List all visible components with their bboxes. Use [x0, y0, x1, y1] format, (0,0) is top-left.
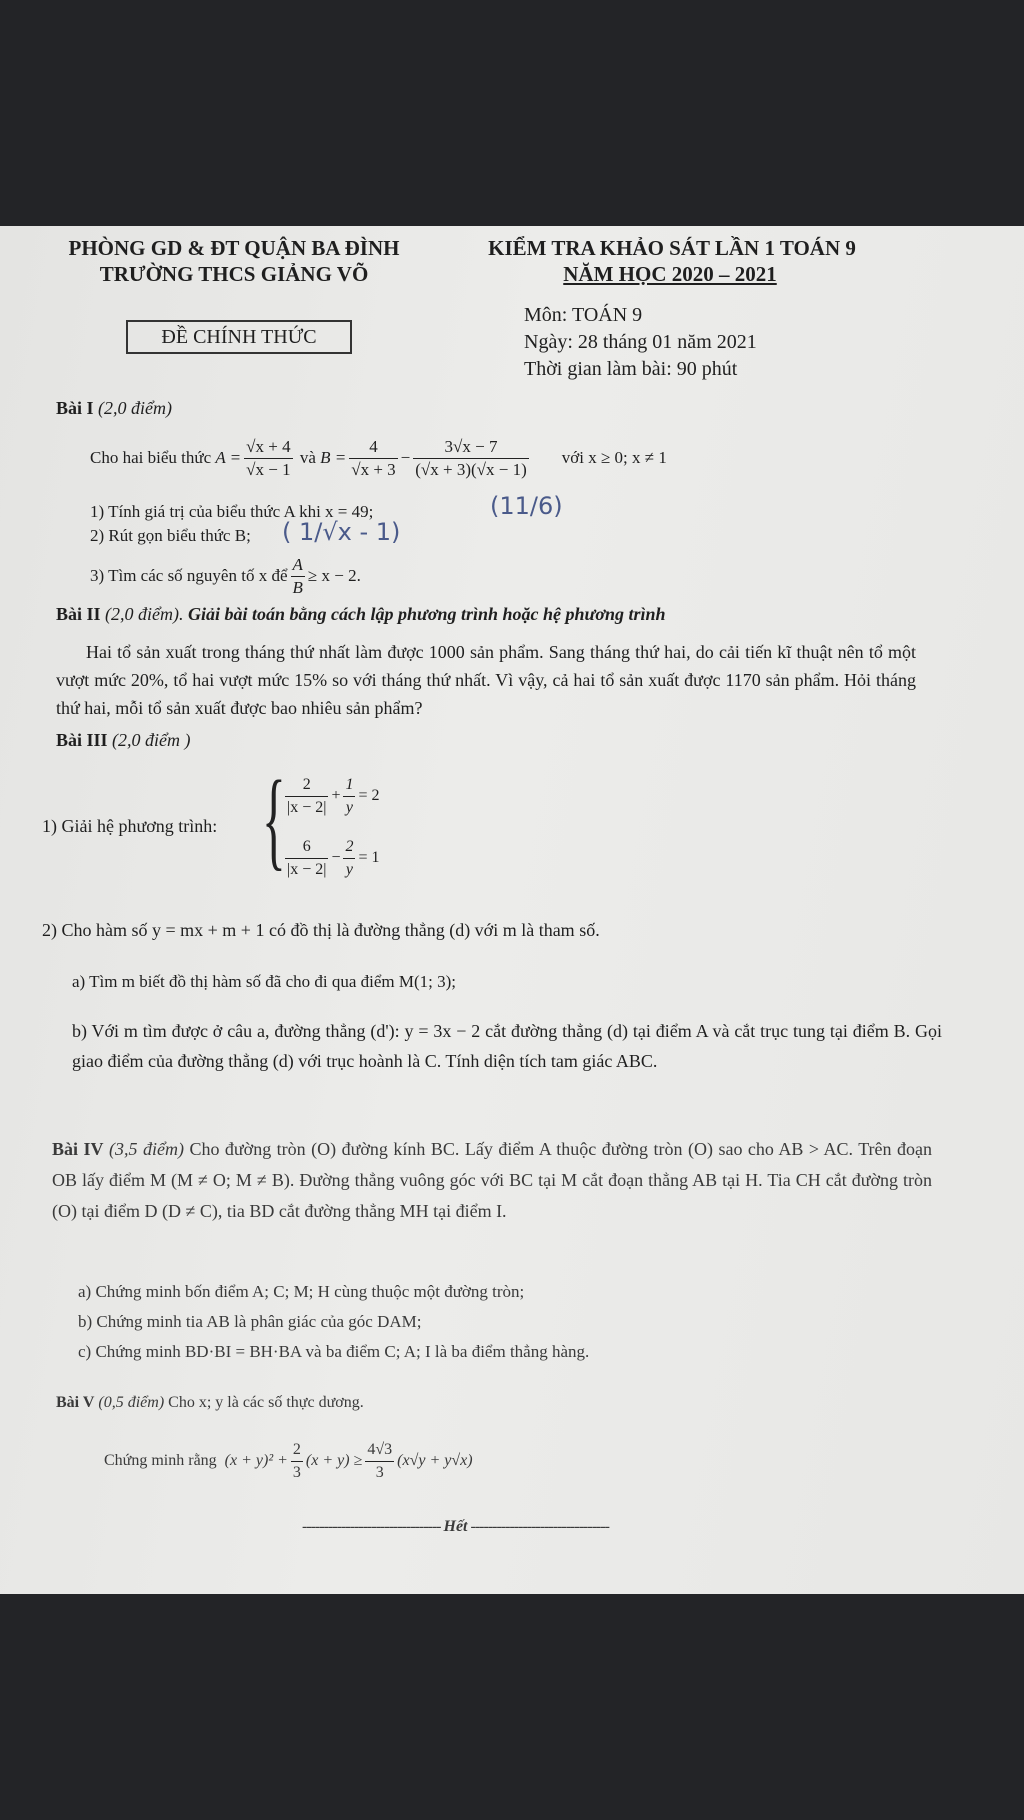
exam-date: Ngày: 28 tháng 01 năm 2021 [524, 331, 757, 353]
bai1-expressions: Cho hai biểu thức A = $\frac{√x + 4}{√x - 1}$ và B = $\frac{4}{√x + 3}$ − $\frac{3√x - 7}{(√x + 3)(√x - 1)}$ với x ≥ 0; x ≠ 1 [90, 436, 667, 479]
bai3-question-2: 2) Cho hàm số y = mx + m + 1 có đồ thị là đường thẳng (d) với m là tham số. [42, 920, 600, 940]
exam-title: KIỂM TRA KHẢO SÁT LẦN 1 TOÁN 9 [488, 236, 856, 260]
department-name: PHÒNG GD & ĐT QUẬN BA ĐÌNH [68, 236, 400, 260]
fraction-B1: $\frac{4}{√x + 3}$ [351, 436, 396, 479]
bai3-heading: Bài III (2,0 điểm ) [56, 730, 191, 750]
school-name: TRƯỜNG THCS GIẢNG VÕ [99, 262, 369, 286]
bai4-problem: Bài IV (3,5 điểm) Cho đường tròn (O) đường kính BC. Lấy điểm A thuộc đường tròn (O) sao cho AB > AC. Trên đoạn OB lấy điểm M (M ≠ O; M ≠ B). Đường thẳng vuông góc với BC tại M cắt đoạn thẳng AB tại H. Tia CH cắt đường tròn (O) tại điểm D (D ≠ C), tia BD cắt đường thẳng MH tại điểm I. [52, 1139, 933, 1221]
bai2-heading: Bài II (2,0 điểm). Giải bài toán bằng cách lập phương trình hoặc hệ phương trình [56, 604, 666, 624]
system-equation-1: $\frac{2}{|x - 2|}$ + $\frac{1}{y}$ = 2 [287, 775, 380, 816]
bai1-question-3: 3) Tìm các số nguyên tố x để $\frac{A}{B}$ ≥ x − 2. [90, 554, 361, 597]
bai1-question-2: 2) Rút gọn biểu thức B; [90, 526, 251, 545]
fraction-B2: $\frac{3√x - 7}{(√x + 3)(√x - 1)}$ [415, 436, 527, 479]
subject: Môn: TOÁN 9 [524, 304, 643, 326]
fraction-A: $\frac{√x + 4}{√x - 1}$ [246, 436, 291, 479]
bai4-question-b: b) Chứng minh tia AB là phân giác của góc DAM; [78, 1312, 422, 1331]
handwritten-answer-1: (11/6) [490, 492, 563, 520]
bai4-question-a: a) Chứng minh bốn điểm A; C; M; H cùng thuộc một đường tròn; [78, 1282, 525, 1301]
bai3-question-1: 1) Giải hệ phương trình: [42, 816, 218, 836]
bai1-heading: Bài I (2,0 điểm) [56, 398, 172, 418]
bai2-problem-text: Hai tổ sản xuất trong tháng thứ nhất làm được 1000 sản phẩm. Sang tháng thứ hai, do cải tiến kĩ thuật nên tổ một vượt mức 20%, tổ hai vượt mức 15% so với tháng thứ nhất. Vì vậy, cả hai tổ sản xuất được 1170 sản phẩm. Hỏi tháng thứ hai, mỗi tổ sản xuất được bao nhiêu sản phẩm? [56, 642, 916, 718]
system-brace: { [262, 758, 286, 880]
handwritten-answer-2: ( 1/√x - 1) [282, 518, 401, 546]
official-exam-box: ĐỀ CHÍNH THỨC [126, 320, 352, 354]
bai4-question-c: c) Chứng minh BD·BI = BH·BA và ba điểm C; A; I là ba điểm thẳng hàng. [78, 1342, 590, 1361]
bai5-heading: Bài V (0,5 điểm) Cho x; y là các số thực dương. [56, 1394, 364, 1411]
bai5-inequality: Chứng minh rằng (x + y)² + $\frac{2}{3}$ (x + y) ≥ $\frac{4√3}{3}$ (x√y + y√x) [104, 1440, 473, 1481]
end-divider: -------------------------------- Hết -------------------------------- [302, 1518, 609, 1535]
bai3-question-2a: a) Tìm m biết đồ thị hàm số đã cho đi qua điểm M(1; 3); [72, 972, 457, 991]
system-equation-2: $\frac{6}{|x - 2|}$ − $\frac{2}{y}$ = 1 [287, 837, 380, 878]
bai3-question-2b: b) Với m tìm được ở câu a, đường thẳng (d'): y = 3x − 2 cắt đường thẳng (d) tại điểm A và cắt trục tung tại điểm B. Gọi giao điểm của đường thẳng (d) với trục hoành là C. Tính diện tích tam giác ABC. [72, 1021, 942, 1071]
bai1-question-1: 1) Tính giá trị của biểu thức A khi x = 49; [90, 502, 374, 521]
exam-paper [0, 226, 1024, 1594]
fraction-A-over-B: $\frac{A}{B}$ [292, 554, 303, 597]
school-year: NĂM HỌC 2020 – 2021 [563, 262, 777, 286]
exam-duration: Thời gian làm bài: 90 phút [524, 358, 738, 380]
